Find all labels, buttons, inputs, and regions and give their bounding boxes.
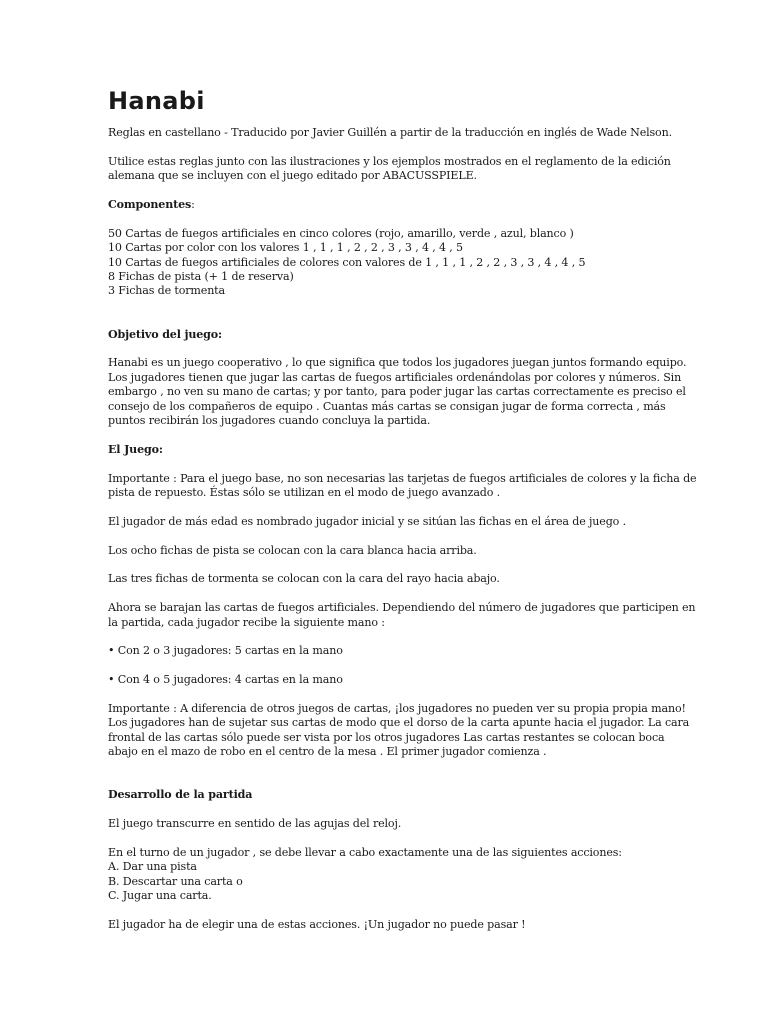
components-heading-paragraph xyxy=(108,198,663,212)
actions-list xyxy=(108,846,663,904)
objective-line: embargo , no ven su mano de cartas; y por tanto, para poder jugar las cartas correctamente es preciso el xyxy=(108,385,686,399)
objective-line: Los jugadores tienen que jugar las cartas de fuegos artificiales ordenándolas por colores y números. Sin xyxy=(108,370,682,384)
components-list xyxy=(108,227,663,299)
objective-heading: Objetivo del juego: xyxy=(108,327,222,341)
objective-paragraph xyxy=(108,356,687,428)
development-heading-paragraph xyxy=(108,788,663,802)
game-heading-paragraph xyxy=(108,443,663,457)
game-important2-line: frontal de las cartas sólo puede ser vista por los otros jugadores Las cartas restantes se colocan boca xyxy=(108,730,665,744)
objective-line: consejo de los compañeros de equipo . Cuantas más cartas se consigan jugar de forma correcta , más xyxy=(108,399,666,413)
component-item: 10 Cartas de fuegos artificiales de colores con valores de 1 , 1 , 1 , 2 , 2 , 3 , 3 , 4 , 4 , 5 xyxy=(108,255,586,269)
bullet-paragraph xyxy=(108,644,663,658)
component-item: 10 Cartas por color con los valores 1 , 1 , 1 , 2 , 2 , 3 , 3 , 4 , 4 , 5 xyxy=(108,241,463,255)
usage-line: Utilice estas reglas junto con las ilustraciones y los ejemplos mostrados en el reglamento de la edición xyxy=(108,154,671,168)
objective-line: Hanabi es un juego cooperativo , lo que significa que todos los jugadores juegan juntos formando equipo. xyxy=(108,356,687,370)
game-paragraph xyxy=(108,544,663,558)
game-heading: El Juego: xyxy=(108,442,163,456)
usage-line: alemana que se incluyen con el juego editado por ABACUSSPIELE. xyxy=(108,169,477,183)
game-important-line: Importante : Para el juego base, no son necesarias las tarjetas de fuegos artificiales de colores y la ficha de xyxy=(108,471,697,485)
game-line: Los ocho fichas de pista se colocan con la cara blanca hacia arriba. xyxy=(108,543,477,557)
components-heading: Componentes xyxy=(108,198,192,211)
game-important-paragraph xyxy=(108,471,697,501)
intro-paragraph xyxy=(108,126,672,140)
bullet-paragraph xyxy=(108,673,663,687)
game-important2-paragraph xyxy=(108,702,690,760)
game-paragraph xyxy=(108,601,696,630)
bullet-item: • Con 4 o 5 jugadores: 4 cartas en la mano xyxy=(108,673,343,687)
development-line: El jugador ha de elegir una de estas acciones. ¡Un jugador no puede pasar ! xyxy=(108,918,526,932)
development-paragraph xyxy=(108,817,663,831)
action-item: C. Jugar una carta. xyxy=(108,889,212,903)
development-paragraph xyxy=(108,918,663,932)
document-page xyxy=(108,84,697,947)
action-item: A. Dar una pista xyxy=(108,860,197,874)
actions-line: En el turno de un jugador , se debe llevar a cabo exactamente una de las siguientes acciones: xyxy=(108,846,622,860)
game-line: Las tres fichas de tormenta se colocan con la cara del rayo hacia abajo. xyxy=(108,572,500,586)
development-line: El juego transcurre en sentido de las agujas del reloj. xyxy=(108,817,402,831)
game-paragraph xyxy=(108,572,663,586)
usage-paragraph xyxy=(108,154,671,184)
development-heading: Desarrollo de la partida xyxy=(108,788,253,802)
objective-heading-paragraph xyxy=(108,328,663,342)
component-item: 8 Fichas de pista (+ 1 de reserva) xyxy=(108,270,294,284)
game-important2-line: Los jugadores han de sujetar sus cartas de modo que el dorso de la carta apunte hacia el jugador. La cara xyxy=(108,716,690,730)
component-item: 50 Cartas de fuegos artificiales en cinco colores (rojo, amarillo, verde , azul, blanco ) xyxy=(108,226,574,240)
action-item: B. Descartar una carta o xyxy=(108,874,243,888)
component-item: 3 Fichas de tormenta xyxy=(108,284,225,298)
components-heading-colon: : xyxy=(191,198,195,211)
game-important2-line: abajo en el mazo de robo en el centro de la mesa . El primer jugador comienza . xyxy=(108,745,547,759)
objective-line: puntos recibirán los jugadores cuando concluya la partida. xyxy=(108,414,431,428)
game-paragraph xyxy=(108,515,663,529)
bullet-item: • Con 2 o 3 jugadores: 5 cartas en la mano xyxy=(108,644,343,658)
game-line: la partida, cada jugador recibe la siguiente mano : xyxy=(108,615,385,629)
game-important2-line: Importante : A diferencia de otros juegos de cartas, ¡los jugadores no pueden ver su propia propia mano! xyxy=(108,702,686,716)
game-important-line: pista de repuesto. Éstas sólo se utilizan en el modo de juego avanzado . xyxy=(108,486,501,500)
intro-line: Reglas en castellano - Traducido por Javier Guillén a partir de la traducción en inglés de Wade Nelson. xyxy=(108,126,672,139)
game-line: Ahora se barajan las cartas de fuegos artificiales. Dependiendo del número de jugadores que participen en xyxy=(108,601,696,615)
document-title: Hanabi xyxy=(108,87,205,115)
game-line: El jugador de más edad es nombrado jugador inicial y se sitúan las fichas en el área de juego . xyxy=(108,514,626,528)
